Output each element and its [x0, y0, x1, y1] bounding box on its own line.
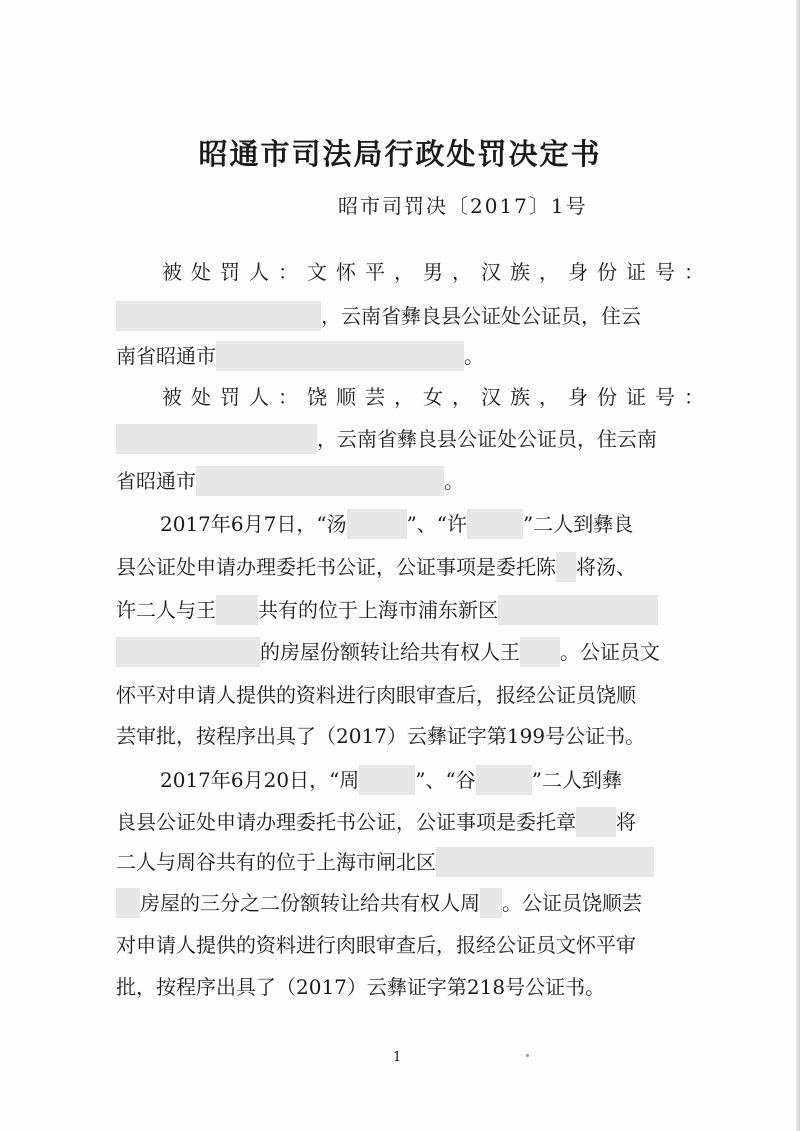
- redacted-block: [476, 765, 532, 795]
- redacted-block: [359, 765, 415, 795]
- para4-line1: [160, 766, 622, 795]
- para1-line1: 被处罚人：文怀平，男，汉族，身份证号：: [162, 260, 713, 284]
- para3-line2-text: 县公证处申请办理委托书公证，公证事项是委托陈: [116, 555, 556, 579]
- para3-line4-text: 的房屋份额转让给共有权人王: [260, 640, 520, 664]
- redacted-block: [576, 807, 616, 837]
- para1-line3-text: 南省昭通市: [116, 344, 216, 368]
- para4-line2: [116, 808, 636, 837]
- para1-line3: [116, 342, 484, 371]
- para1-line2-text: ，云南省彝良县公证处公证员，住云: [321, 304, 641, 328]
- redacted-block: [520, 637, 560, 667]
- para4-line1-text-a: 2017年6月20日，“周: [160, 768, 360, 792]
- redacted-block: [480, 888, 502, 918]
- para1-line2: [116, 302, 641, 331]
- para3-line1-text-a: 2017年6月7日，“汤: [160, 512, 347, 536]
- para2-line2-text: ，云南省彝良县公证处公证员，住云南: [317, 427, 657, 451]
- para3-line3: [116, 596, 658, 625]
- redacted-block: [116, 301, 321, 331]
- para3-line4-end: 。公证员文: [560, 640, 660, 664]
- para3-line6: 芸审批，按程序出具了（2017）云彝证字第199号公证书。: [116, 724, 646, 748]
- para4-line1-text-c: ”二人到彝: [531, 768, 622, 792]
- para4-line4-text: 房屋的三分之二份额转让给共有权人周: [140, 891, 480, 915]
- para2-line3-end: 。: [444, 469, 464, 493]
- para3-line2-end: 将汤、: [576, 555, 636, 579]
- document-title: 昭通市司法局行政处罚决定书: [198, 137, 602, 171]
- para1-line3-end: 。: [464, 344, 484, 368]
- para3-line3-text-b: 共有的位于上海市浦东新区: [258, 598, 498, 622]
- para4-line2-text: 良县公证处申请办理委托书公证，公证事项是委托章: [116, 810, 576, 834]
- redacted-block: [216, 341, 464, 371]
- redacted-block: [467, 509, 523, 539]
- para3-line2: [116, 553, 636, 582]
- para3-line4: [116, 638, 660, 667]
- document-number: 昭市司罚决〔2017〕1号: [338, 194, 588, 218]
- para3-line3-text-a: 许二人与王: [116, 598, 216, 622]
- para4-line3: [116, 848, 654, 877]
- para3-line5: 怀平对申请人提供的资料进行肉眼审查后，报经公证员饶顺: [116, 683, 636, 707]
- para3-line1: [160, 510, 633, 539]
- scan-speck: [526, 1054, 529, 1057]
- para4-line1-text-b: ”、“谷: [415, 768, 476, 792]
- para2-line2: [116, 425, 657, 454]
- para3-line1-text-c: ”二人到彝良: [523, 512, 634, 536]
- page-number: 1: [393, 1050, 402, 1065]
- para2-line1: 被处罚人：饶顺芸，女，汉族，身份证号：: [162, 385, 713, 409]
- redacted-block: [436, 847, 654, 877]
- para2-line3-text: 省昭通市: [116, 469, 196, 493]
- redacted-block: [216, 595, 258, 625]
- para4-line3-text: 二人与周谷共有的位于上海市闸北区: [116, 850, 436, 874]
- redacted-block: [347, 509, 407, 539]
- para4-line4: [116, 889, 642, 918]
- redacted-block: [498, 595, 658, 625]
- para2-line3: [116, 467, 464, 496]
- para4-line5: 对申请人提供的资料进行肉眼审查后，报经公证员文怀平审: [116, 933, 636, 957]
- redacted-block: [116, 424, 317, 454]
- redacted-block: [116, 888, 140, 918]
- redacted-block: [196, 466, 444, 496]
- redacted-block: [116, 637, 260, 667]
- para4-line4-end: 。公证员饶顺芸: [502, 891, 642, 915]
- redacted-block: [556, 552, 576, 582]
- para3-line1-text-b: ”、“许: [406, 512, 468, 536]
- para4-line2-end: 将: [616, 810, 636, 834]
- para4-line6: 批，按程序出具了（2017）云彝证字第218号公证书。: [116, 975, 606, 999]
